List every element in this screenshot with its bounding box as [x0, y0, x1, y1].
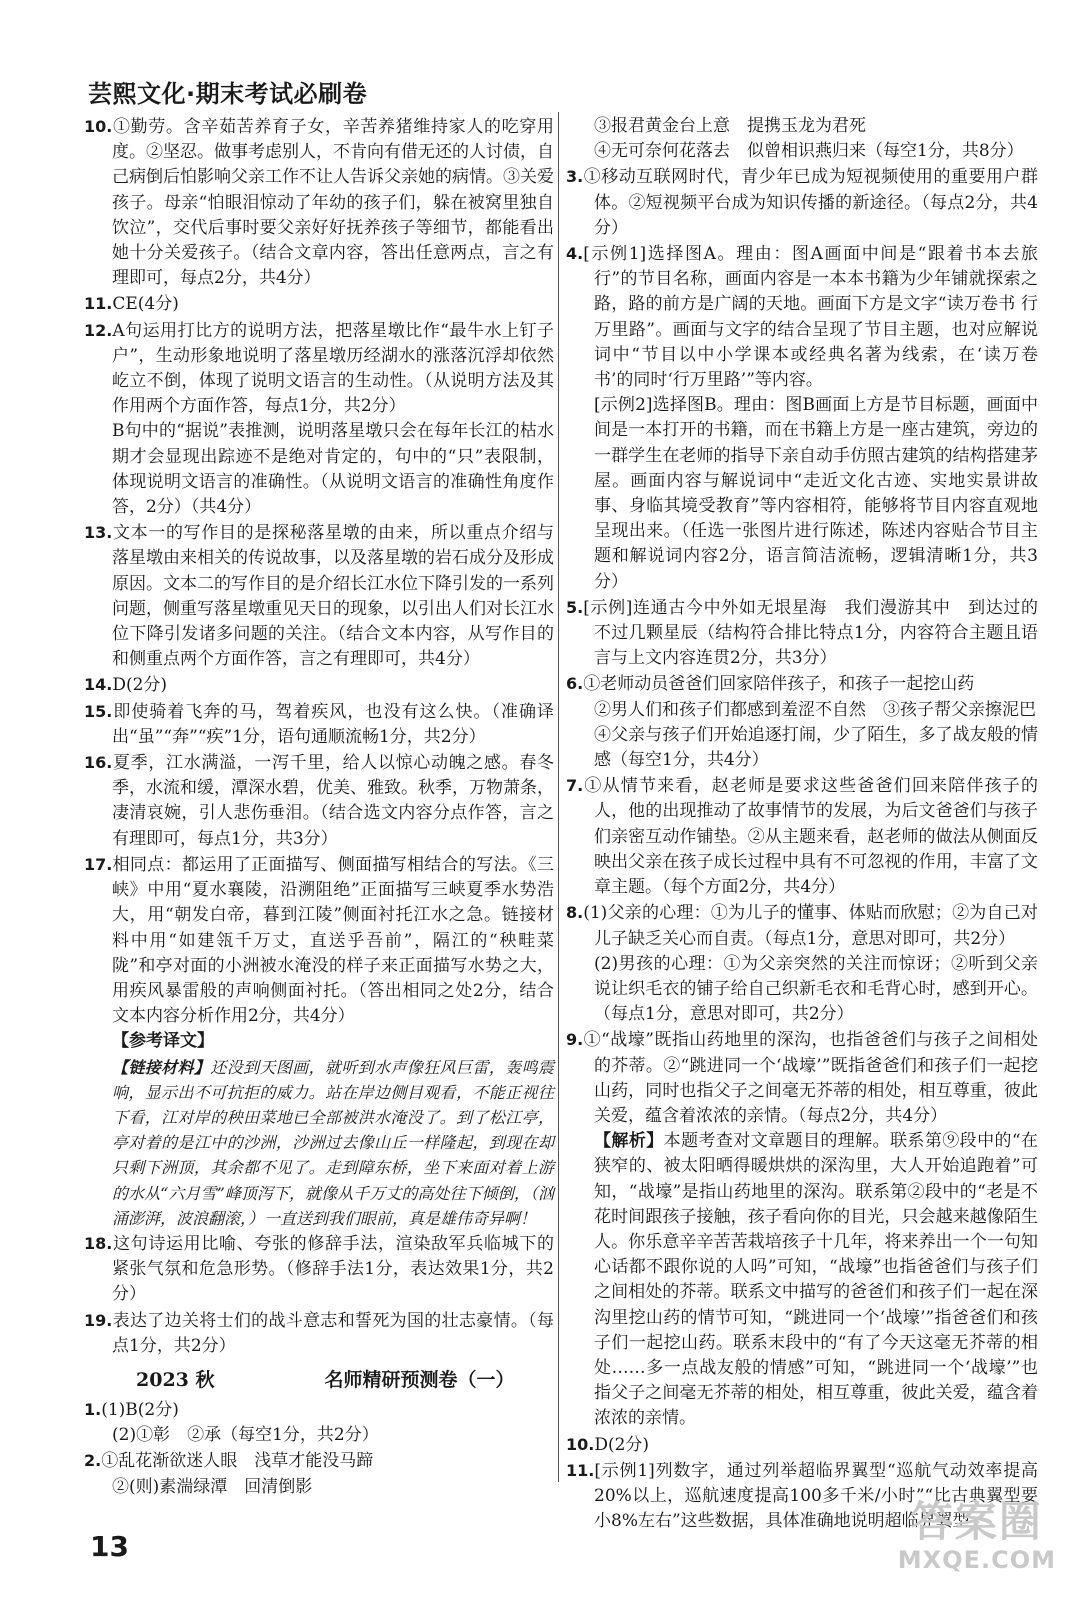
watermark-logo — [898, 1498, 1056, 1574]
reference-tag: 【链接材料】 — [112, 1057, 211, 1077]
question-number: 10. — [84, 117, 113, 136]
question-number: 7. — [566, 776, 584, 796]
answer-item — [84, 1308, 554, 1359]
answer-text: 夏季，江水满溢，一泻千里，给人以惊心动魄之感。春冬季，水流和缓，潭深水碧，优美、雅致。秋季，万物萧条，凄清哀婉，引人悲伤垂泪。（结合选文内容分点作答，言之有理即可，每点1分，共3分） — [112, 753, 554, 849]
answer-text: [示例2]选择图B。理由：图B画面上方是节目标题，画面中间是一本打开的书籍，而在书籍上方是一座古建筑，旁边的一群学生在老师的指导下亲自动手仿照古建筑的结构搭建茅屋。画面内容与解说词中“走近文化古迹、实地实景讲故事、身临其境受教育”等内容相符，能够将节目内容直观地呈现出来。（任选一张图片进行陈述，陈述内容贴合节目主题和解说词内容2分，语言简洁流畅，逻辑清晰1分，共3分） — [594, 395, 1038, 592]
answer-line — [566, 698, 1038, 723]
answer-text: ①乱花渐欲迷人眼 浅草才能没马蹄 — [101, 1451, 374, 1472]
answer-text: 文本一的写作目的是探秘落星墩的由来，所以重点介绍与落星墩由来相关的传说故事，以及落星墩的岩石成分及形成原因。文本二的写作目的是介绍长江水位下降引发的一系列问题，侧重写落星墩重见天日的现象，以引出人们对长江水位下降引发诸多问题的关注。（结合文本内容，从写作目的和侧重点两个方面作答，言之有理即可，共4分） — [112, 523, 554, 670]
question-number: 1. — [84, 1399, 102, 1419]
reference-translation — [84, 1055, 554, 1231]
answer-line — [566, 952, 1038, 1028]
answer-item — [84, 520, 554, 672]
answer-item — [566, 1432, 1038, 1458]
answer-item — [566, 241, 1038, 393]
answer-line — [566, 723, 1038, 773]
answer-item — [566, 773, 1038, 900]
answer-text: (2)男孩的心理：①为父亲突然的关注而惊讶；②听到父亲说让织毛衣的铺子给自己织新毛衣和毛背心时，感到开心。（每点1分，意思对即可，共2分） — [594, 953, 1038, 1025]
question-number: 15. — [84, 701, 113, 721]
question-number: 13. — [84, 523, 113, 543]
answer-text: D(2分) — [112, 675, 168, 696]
question-number: 2. — [84, 1451, 102, 1471]
exam-year: 2023 秋 — [136, 1368, 215, 1391]
watermark-domain: MXQE.COM — [897, 1546, 1056, 1574]
answer-item — [84, 291, 554, 317]
answer-text: B句中的“据说”表推测，说明落星墩只会在每年长江的枯水期才会显现出踪迹不是绝对肯定的，句中的“只”表限制，体现说明文语言的准确性。（从说明文语言的准确性角度作答，2分）（共4分） — [112, 421, 554, 518]
answer-text: 相同点：都运用了正面描写、侧面描写相结合的写法。《三峡》中用“夏水襄陵，沿溯阻绝”正面描写三峡夏季水势浩大，用“朝发白帝，暮到江陵”侧面衬托江水之急。链接材料中用“如建瓴千万丈，直送乎吾前”，隔江的“秧畦菜陇”和亭对面的小洲被水淹没的样子来正面描写水势之大，用疾风暴雷般的声响侧面衬托。（答出相同之处2分，结合文本内容分析作用2分，共4分） — [112, 854, 554, 1027]
question-number: 6. — [566, 674, 584, 694]
answer-item — [566, 1027, 1038, 1129]
right-column — [566, 114, 1038, 1534]
answer-line — [84, 1397, 554, 1423]
answer-text: ④父亲与孩子们开始追逐打闹，少了陌生，多了战友般的情感（每空1分，共4分） — [594, 724, 1038, 771]
question-number: 19. — [84, 1310, 113, 1330]
question-number: 16. — [84, 753, 113, 773]
answer-text: A句运用打比方的说明方法，把落星墩比作“最牛水上钉子户”，生动形象地说明了落星墩历经湖水的涨落沉浮却依然屹立不倒，体现了说明文语言的生动性。（从说明方法及其作用两个方面作答，每点1分，共2分） — [112, 320, 554, 417]
answer-item — [84, 750, 554, 852]
answer-text: (1)父亲的心理：①为儿子的懂事、体贴而欣慰；②为自己对儿子缺乏关心而自责。（每点1分，意思对即可，共2分） — [583, 903, 1038, 949]
answer-line — [84, 1475, 554, 1500]
question-number: 3. — [566, 167, 584, 187]
answer-text: ①老师动员爸爸们回家陪伴孩子，和孩子一起挖山药 — [583, 674, 975, 695]
answer-item — [566, 164, 1038, 241]
answer-text: ①从情节来看，赵老师是要求这些爸爸们回来陪伴孩子的人，他的出现推动了故事情节的发展，为后文爸爸们与孩子们亲密互动作铺垫。②从主题来看，赵老师的做法从侧面反映出父亲在孩子成长过程中具有不可忽视的作用，丰富了文章主题。（每个方面2分，共4分） — [583, 776, 1038, 898]
answer-text: D(2分) — [594, 1434, 650, 1455]
column-divider — [558, 112, 559, 1482]
answer-text: ②男人们和孩子们都感到羞涩不自然 ③孩子帮父亲擦泥巴 — [594, 699, 1036, 720]
answer-item — [84, 114, 554, 291]
answer-item — [566, 595, 1038, 672]
answer-text: ①“战壕”既指山药地里的深沟，也指爸爸们与孩子之间相处的芥蒂。②“跳进同一个‘战壕’”既指爸爸们和孩子们一起挖山药，同时也指父子之间毫无芥蒂的相处，相互尊重，彼此关爱，蕴含着浓浓的亲情。（每点2分，共4分） — [583, 1030, 1038, 1126]
exam-title — [84, 1363, 554, 1397]
question-number: 11. — [84, 294, 113, 314]
answer-item — [84, 852, 554, 1029]
answer-item — [84, 1231, 554, 1308]
exam-name: 名师精研预测卷（一） — [324, 1368, 515, 1391]
answer-line — [84, 1448, 554, 1474]
page-number: 13 — [90, 1530, 129, 1563]
answer-text: (1)B(2分) — [101, 1399, 179, 1420]
answer-text: CE(4分) — [112, 294, 179, 315]
watermark-main: 答案圈 — [910, 1497, 1043, 1546]
answer-line: ④无可奈何花落去 似曾相识燕归来（每空1分，共8分） — [594, 141, 1024, 162]
question-number: 17. — [84, 854, 113, 874]
question-number: 11. — [566, 1460, 595, 1480]
answer-item — [84, 318, 554, 420]
question-number: 9. — [566, 1030, 584, 1050]
answer-text: ②(则)素湍绿潭 回清倒影 — [112, 1476, 313, 1497]
answer-item — [84, 419, 554, 520]
answer-line — [84, 1423, 554, 1448]
question-number: 14. — [84, 675, 113, 695]
question-number: 18. — [84, 1233, 113, 1253]
reference-heading: 【参考译文】 — [112, 1031, 214, 1052]
answer-line — [566, 900, 1038, 951]
answer-text: ①勤劳。含辛茹苦养育子女，辛苦养猪维持家人的吃穿用度。②坚忍。做事考虑别人，不肯向有借无还的人讨债，自己病倒后怕影响父亲工作不让人告诉父亲她的病情。③关爱孩子。母亲“怕眼泪惊动了年幼的孩子们，躲在被窝里独自饮泣”，交代后事时要父亲好好抚养孩子等细节，都能看出她十分关爱孩子。（结合文章内容，答出任意两点，言之有理即可，每点2分，共4分） — [112, 117, 554, 289]
answer-item — [566, 393, 1038, 595]
answer-text: (2)①彰 ②承（每空1分，共2分） — [112, 1425, 379, 1446]
reference-text: 还没到天图画，就听到水声像狂风巨雷，轰鸣震响，显示出不可抗拒的威力。站在岸边侧目观看，不能正视往下看，江对岸的秧田菜地已全部被洪水淹没了。到了松江亭，亭对着的是江中的沙洲，沙洲过去像山丘一样隆起，到现在却只剩下洲顶，其余都不见了。走到障东桥，坐下来面对着上游的水从“六月雪”峰顶泻下，就像从千万丈的高处往下倾倒，（汹涌澎湃，波浪翻滚，）一直送到我们眼前，真是雄伟奇异啊！ — [112, 1057, 554, 1228]
question-number: 8. — [566, 903, 584, 923]
answer-text: 即使骑着飞奔的马，驾着疾风，也没有这么快。（准确译出“虽”“奔”“疾”1分，语句通顺流畅1分，共2分） — [112, 701, 554, 747]
answer-item — [84, 699, 554, 750]
answer-line — [566, 671, 1038, 697]
analysis-text: 本题考查对文章题目的理解。联系第⑨段中的“在狭窄的、被太阳晒得暖烘烘的深沟里，大人开始追跑着”可知，“战壕”是指山药地里的深沟。联系第②段中的“老是不花时间跟孩子接触，孩子看向你的目光，只会越来越像陌生人。你乐意辛辛苦苦栽培孩子十几年，将来养出一个一句知心话都不跟你说的人吗”可知，“战壕”也指爸爸们与孩子们之间相处的芥蒂。联系文中描写的爸爸们和孩子们一起在深沟里挖山药的情节可知，“跳进同一个‘战壕’”指爸爸们和孩子们一起挖山药。联系末段中的“有了今天这毫无芥蒂的相处……多一点战友般的情感”可知，“跳进同一个‘战壕’”也指父子之间毫无芥蒂的相处，相互尊重，彼此关爱，蕴含着浓浓的亲情。 — [594, 1131, 1038, 1429]
answer-text: [示例1]列数字，通过列举超临界翼型“巡航气动效率提高20%以上，巡航速度提高100多千米/小时”“比古典翼型要小8%左右”这些数据，具体准确地说明超临界翼型 — [594, 1460, 1038, 1532]
analysis-block — [566, 1129, 1038, 1431]
question-number: 10. — [566, 1434, 595, 1454]
answer-item — [84, 672, 554, 698]
question-number: 4. — [566, 244, 584, 264]
question-number: 12. — [84, 320, 113, 340]
answer-text: ①移动互联网时代，青少年已成为短视频使用的重要用户群体。②短视频平台成为知识传播的新途径。（每点2分，共4分） — [583, 167, 1038, 238]
answer-text: [示例]连通古今中外如无垠星海 我们漫游其中 到达过的不过几颗星辰（结构符合排比特点1分，内容符合主题且语言与上文内容连贯2分，共3分） — [583, 597, 1038, 669]
answer-text: 表达了边关将士们的战斗意志和誓死为国的壮志豪情。（每点1分，共2分） — [112, 1310, 554, 1356]
answer-line: ③报君黄金台上意 提携玉龙为君死 — [594, 116, 866, 136]
answer-text: 这句诗运用比喻、夸张的修辞手法，渲染敌军兵临城下的紧张气氛和危急形势。（修辞手法1分，表达效果1分，共2分） — [112, 1233, 554, 1305]
running-header: 芸熙文化·期末考试必刷卷 — [88, 80, 368, 108]
answer-text: [示例1]选择图A。理由：图A画面中间是“跟着书本去旅行”的节目名称，画面内容是一本本书籍为少年铺就探索之路，路的前方是广阔的天地。画面下方是文字“读万卷书 行万里路”。画面与文字的结合呈现了节目主题，也对应解说词中“节目以中小学课本或经典名著为线索，在‘读万卷书’的同时‘行万里路’”等内容。 — [583, 244, 1038, 391]
question-number: 5. — [566, 597, 584, 617]
analysis-tag: 【解析】 — [594, 1131, 664, 1152]
left-column — [84, 114, 554, 1500]
